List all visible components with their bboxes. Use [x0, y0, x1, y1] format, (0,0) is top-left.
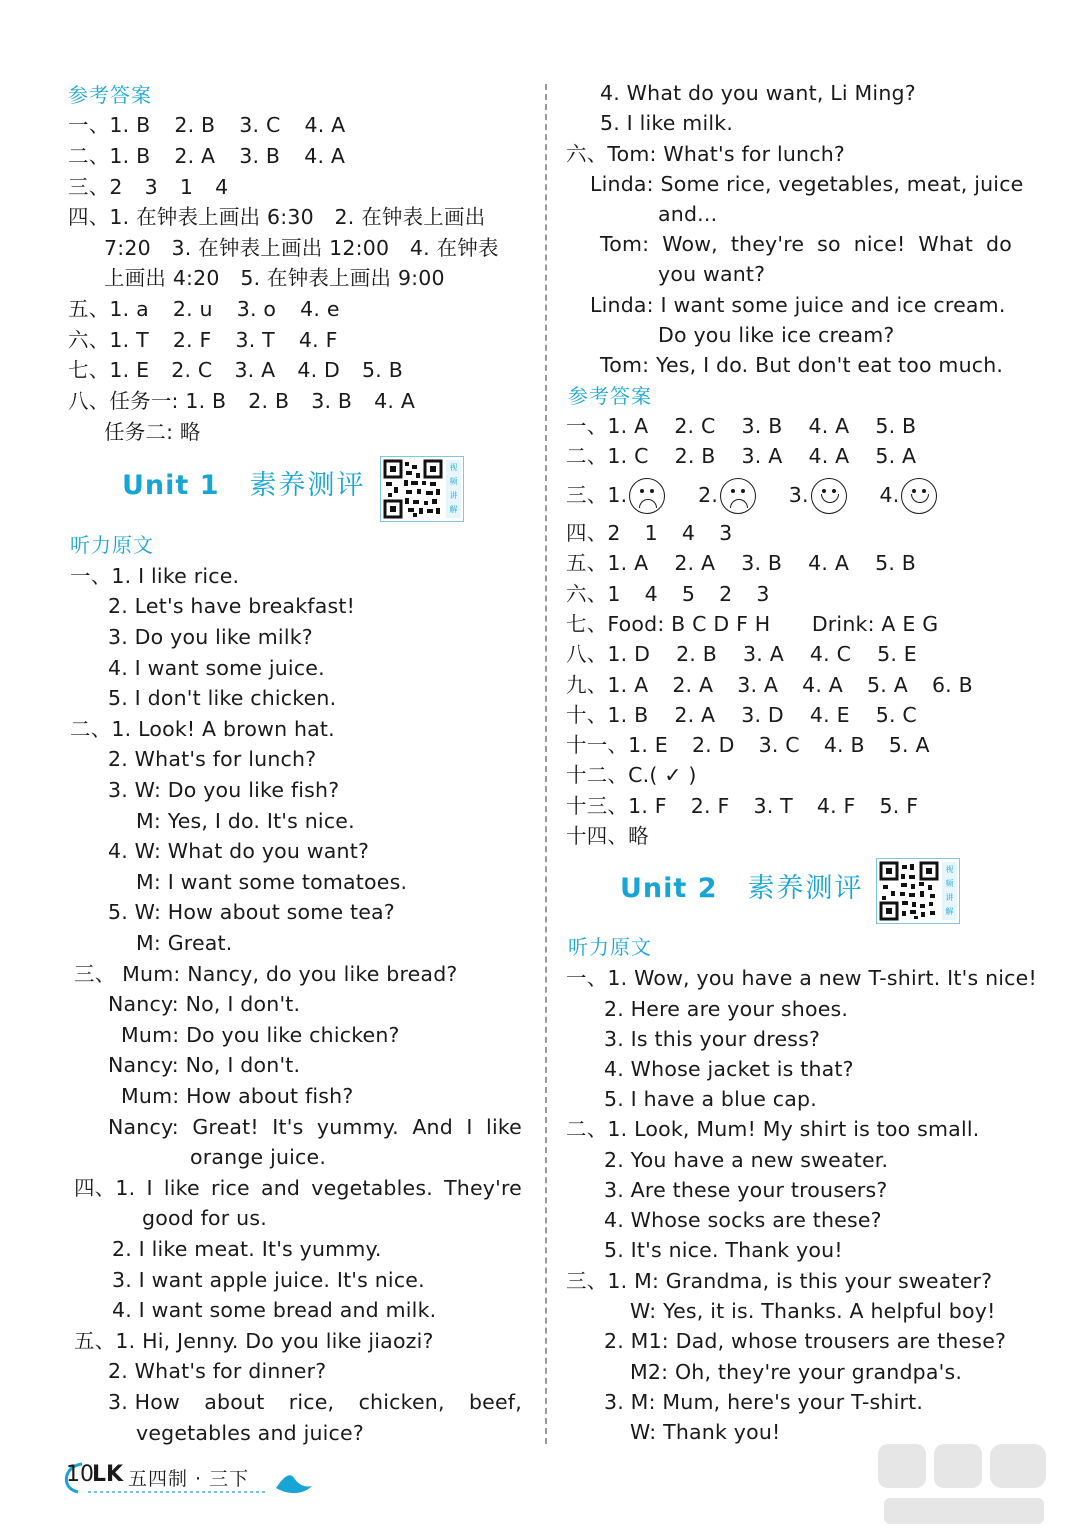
transcript-line: M: Great. — [136, 931, 233, 955]
transcript-line: 3. Do you like milk? — [108, 625, 313, 649]
transcript-line: 3. Are these your trousers? — [604, 1178, 888, 1202]
transcript-line: you want? — [658, 262, 766, 286]
unit-subtitle: 素养测评 — [747, 873, 864, 904]
transcript-line: vegetables and juice? — [136, 1421, 364, 1445]
transcript-line: Tom: Yes, I do. But don't eat too much. — [600, 353, 1004, 377]
answer-line: 十、1. B 2. A 3. D 4. E 5. C — [566, 703, 917, 727]
transcript-line: 4. Whose socks are these? — [604, 1208, 882, 1232]
transcript-line: Nancy: No, I don't. — [108, 1053, 301, 1077]
transcript-line: 3. Is this your dress? — [604, 1027, 821, 1051]
transcript-line: W: Yes, it is. Thanks. A helpful boy! — [630, 1299, 996, 1323]
transcript-line: M: Yes, I do. It's nice. — [136, 809, 355, 833]
listening-heading: 听力原文 — [70, 533, 154, 557]
answer-heading: 参考答案 — [68, 83, 152, 107]
answer-line: 七、Food: B C D F H Drink: A E G — [566, 612, 939, 636]
transcript-line: Linda: Some rice, vegetables, meat, juice — [590, 172, 1024, 196]
unit-number: Unit 2 — [620, 873, 718, 904]
sad-face-icon — [629, 478, 665, 514]
transcript-line: good for us. — [142, 1206, 267, 1230]
answer-line: 十二、C.( ✓ ) — [566, 763, 697, 787]
unit-title — [122, 466, 366, 506]
transcript-line: 2. I like meat. It's yummy. — [112, 1237, 382, 1261]
svg-text:解: 解 — [449, 505, 458, 514]
page-footer — [58, 1458, 318, 1498]
happy-face-icon — [901, 478, 937, 514]
transcript-line: 5. W: How about some tea? — [108, 900, 395, 924]
transcript-line: Do you like ice cream? — [658, 323, 895, 347]
transcript-line: 2. What's for lunch? — [108, 747, 317, 771]
answer-line: 六、1. T 2. F 3. T 4. F — [68, 328, 338, 352]
answer-line: 九、1. A 2. A 3. A 4. A 5. A 6. B — [566, 673, 973, 697]
answer-line: 十一、1. E 2. D 3. C 4. B 5. A — [566, 733, 930, 757]
transcript-line: 2. M1: Dad, whose trousers are these? — [604, 1329, 1007, 1353]
column-divider — [545, 84, 547, 1444]
transcript-line: 三、 Mum: Nancy, do you like bread? — [74, 962, 458, 986]
transcript-line: 4. What do you want, Li Ming? — [600, 81, 916, 105]
happy-face-icon — [811, 478, 847, 514]
transcript-line: 5. I like milk. — [600, 111, 734, 135]
transcript-line: 二、1. Look! A brown hat. — [70, 717, 335, 741]
qr-code-icon[interactable] — [380, 456, 464, 522]
answer-line: 7:20 3. 在钟表上画出 12:00 4. 在钟表 — [104, 236, 499, 260]
answer-line: 五、1. A 2. A 3. B 4. A 5. B — [566, 551, 917, 575]
transcript-line: Nancy: Great! It's yummy. And I like — [108, 1115, 522, 1139]
transcript-line: orange juice. — [190, 1145, 327, 1169]
transcript-line: 一、1. I like rice. — [70, 564, 240, 588]
transcript-line: 4. Whose jacket is that? — [604, 1057, 854, 1081]
answer-line: 三、2 3 1 4 — [68, 175, 229, 199]
transcript-line: 2. What's for dinner? — [108, 1359, 327, 1383]
answer-line: 一、1. B 2. B 3. C 4. A — [68, 113, 346, 137]
transcript-line: 5. I have a blue cap. — [604, 1087, 817, 1111]
transcript-line: 五、1. Hi, Jenny. Do you like jiaozi? — [74, 1329, 434, 1353]
svg-text:视: 视 — [449, 463, 458, 472]
transcript-line: 5. It's nice. Thank you! — [604, 1238, 843, 1262]
answer-line: 二、1. B 2. A 3. B 4. A — [68, 144, 346, 168]
answer-line: 七、1. E 2. C 3. A 4. D 5. B — [68, 358, 403, 382]
unit-number: Unit 1 — [122, 470, 220, 501]
brand-mark: LK — [92, 1462, 124, 1487]
transcript-line: 3. How about rice, chicken, beef, — [108, 1390, 522, 1414]
svg-text:讲: 讲 — [945, 893, 954, 902]
answer-line: 任务二: 略 — [104, 420, 201, 444]
svg-text:频: 频 — [449, 477, 458, 486]
sad-face-icon — [720, 478, 756, 514]
answer-line: 八、1. D 2. B 3. A 4. C 5. E — [566, 642, 917, 666]
transcript-line: 4. I want some juice. — [108, 656, 325, 680]
transcript-line: 二、1. Look, Mum! My shirt is too small. — [566, 1117, 980, 1141]
transcript-line: and... — [658, 202, 718, 226]
page-number: 10 — [66, 1462, 94, 1487]
svg-text:频: 频 — [945, 879, 954, 888]
transcript-line: 2. You have a new sweater. — [604, 1148, 889, 1172]
transcript-line: 3. I want apple juice. It's nice. — [112, 1268, 425, 1292]
transcript-line: Mum: Do you like chicken? — [121, 1023, 400, 1047]
transcript-line: M: I want some tomatoes. — [136, 870, 408, 894]
watermark-logo-icon — [874, 1436, 1052, 1532]
unit-subtitle: 素养测评 — [249, 470, 366, 501]
answer-line: 十三、1. F 2. F 3. T 4. F 5. F — [566, 794, 919, 818]
svg-text:讲: 讲 — [449, 491, 458, 500]
transcript-line: 2. Here are your shoes. — [604, 997, 849, 1021]
transcript-line: 3. W: Do you like fish? — [108, 778, 340, 802]
transcript-line: 三、1. M: Grandma, is this your sweater? — [566, 1269, 993, 1293]
transcript-line: 一、1. Wow, you have a new T-shirt. It's nice! — [566, 966, 1037, 990]
answer-line: 一、1. A 2. C 3. B 4. A 5. B — [566, 414, 917, 438]
answer-line: 十四、略 — [566, 824, 649, 848]
answer-line: 六、1 4 5 2 3 — [566, 582, 770, 606]
transcript-line: M2: Oh, they're your grandpa's. — [630, 1360, 963, 1384]
unit-title — [620, 869, 864, 909]
transcript-line: Linda: I want some juice and ice cream. — [590, 293, 1006, 317]
transcript-line: 六、Tom: What's for lunch? — [566, 142, 845, 166]
svg-text:视: 视 — [945, 865, 954, 874]
answer-heading: 参考答案 — [568, 384, 652, 408]
transcript-line: Mum: How about fish? — [121, 1084, 354, 1108]
answer-line: 二、1. C 2. B 3. A 4. A 5. A — [566, 444, 917, 468]
svg-text:解: 解 — [945, 907, 954, 916]
transcript-line: W: Thank you! — [630, 1420, 781, 1444]
transcript-line: Nancy: No, I don't. — [108, 992, 301, 1016]
transcript-line: 5. I don't like chicken. — [108, 686, 337, 710]
qr-code-icon[interactable] — [876, 858, 960, 924]
answer-line: 四、1. 在钟表上画出 6:30 2. 在钟表上画出 — [68, 205, 486, 229]
transcript-line: 2. Let's have breakfast! — [108, 594, 355, 618]
transcript-line: 4. W: What do you want? — [108, 839, 370, 863]
transcript-line: 3. M: Mum, here's your T-shirt. — [604, 1390, 924, 1414]
listening-heading: 听力原文 — [568, 935, 652, 959]
transcript-line: 四、1. I like rice and vegetables. They're — [74, 1176, 522, 1200]
transcript-line: Tom: Wow, they're so nice! What do — [600, 232, 1012, 256]
answer-line: 八、任务一: 1. B 2. B 3. B 4. A — [68, 389, 416, 413]
edition-label: 五四制 · 三下 — [128, 1468, 250, 1490]
answer-line-faces: 三、1. 2. 3. 4. — [566, 473, 937, 517]
answer-line: 四、2 1 4 3 — [566, 521, 733, 545]
answer-line: 五、1. a 2. u 3. o 4. e — [68, 297, 340, 321]
answer-line: 上画出 4:20 5. 在钟表上画出 9:00 — [104, 266, 445, 290]
transcript-line: 4. I want some bread and milk. — [112, 1298, 437, 1322]
